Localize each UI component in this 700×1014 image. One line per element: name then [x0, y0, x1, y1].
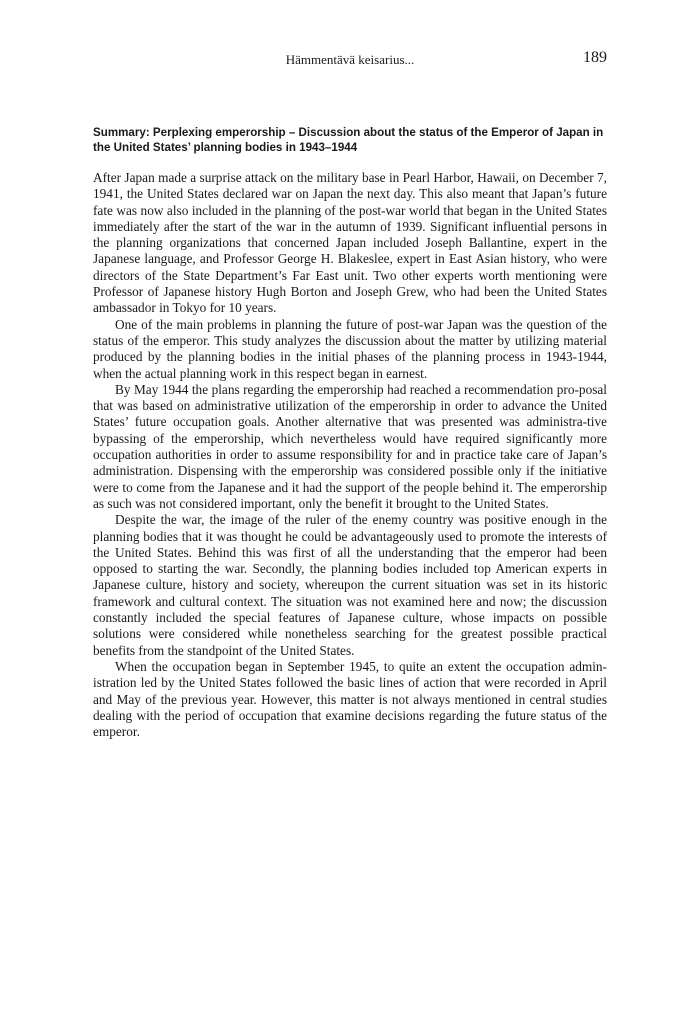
summary-title: Summary: Perplexing emperorship – Discussion about the status of the Emperor of Japan in the United States’ planning bodies in 1943–1944 — [93, 126, 604, 154]
running-head — [93, 50, 607, 70]
paragraph-2: One of the main problems in planning the future of post-war Japan was the question of the status of the emperor. This study analyzes the discussion about the matter by utilizing material produced by the planning bodies in the initial phases of the planning process in 1943-1944, when the actual planning work in this respect began in earnest. — [93, 316, 607, 381]
page-number: 189 — [583, 49, 607, 66]
running-title: Hämmentävä keisarius... — [285, 52, 415, 67]
paragraph-1: After Japan made a surprise attack on the military base in Pearl Harbor, Hawaii, on December 7, 1941, the United States declared war on Japan the next day. This also meant that Japan’s future fate was now also included in the planning of the post-war world that began in the United States immediately after the start of the war in the autumn of 1939. Significant influential persons in the planning organizations that concerned Japan included Joseph Ballantine, expert in the Japanese language, and Professor George H. Blakeslee, expert in East Asian history, who were directors of the State Department’s Far East unit. Two other experts worth mentioning were Professor of Japanese history Hugh Borton and Joseph Grew, who had been the United States ambassador in Tokyo for 10 years. — [93, 170, 607, 316]
summary-body — [93, 170, 607, 740]
document-page — [93, 0, 607, 1014]
paragraph-3: By May 1944 the plans regarding the emperorship had reached a recommendation pro-posal that was based on administrative utilization of the emperorship in order to advance the United States’ future occupation goals. Another alternative that was presented was administra-tive bypassing of the emperorship, which nevertheless would have required significantly more occupation authorities in order to assume responsibility for and in practice take care of Japan’s administration. Dispensing with the emperorship was considered possible only if the initiative were to come from the Japanese and it had the support of the people behind it. The emperorship as such was not considered important, only the benefit it brought to the United States. — [93, 381, 607, 511]
paragraph-4: Despite the war, the image of the ruler of the enemy country was positive enough in the planning bodies that it was thought he could be advantageously used to promote the interests of the United States. Behind this was first of all the understanding that the emperor had been opposed to starting the war. Secondly, the planning bodies included top American experts in Japanese culture, history and society, whereupon the current situation was set in its historic framework and cultural context. The situation was not examined here and now; the discussion constantly included the special features of Japanese culture, whose impacts on possible solutions were considered while nonetheless searching for the greatest possible practical benefits from the standpoint of the United States. — [93, 512, 607, 658]
paragraph-5: When the occupation began in September 1945, to quite an extent the occupation admin-istration led by the United States followed the basic lines of action that were recorded in April and May of the previous year. However, this matter is not always mentioned in central studies dealing with the period of occupation that examine decisions regarding the future status of the emperor. — [93, 658, 607, 740]
